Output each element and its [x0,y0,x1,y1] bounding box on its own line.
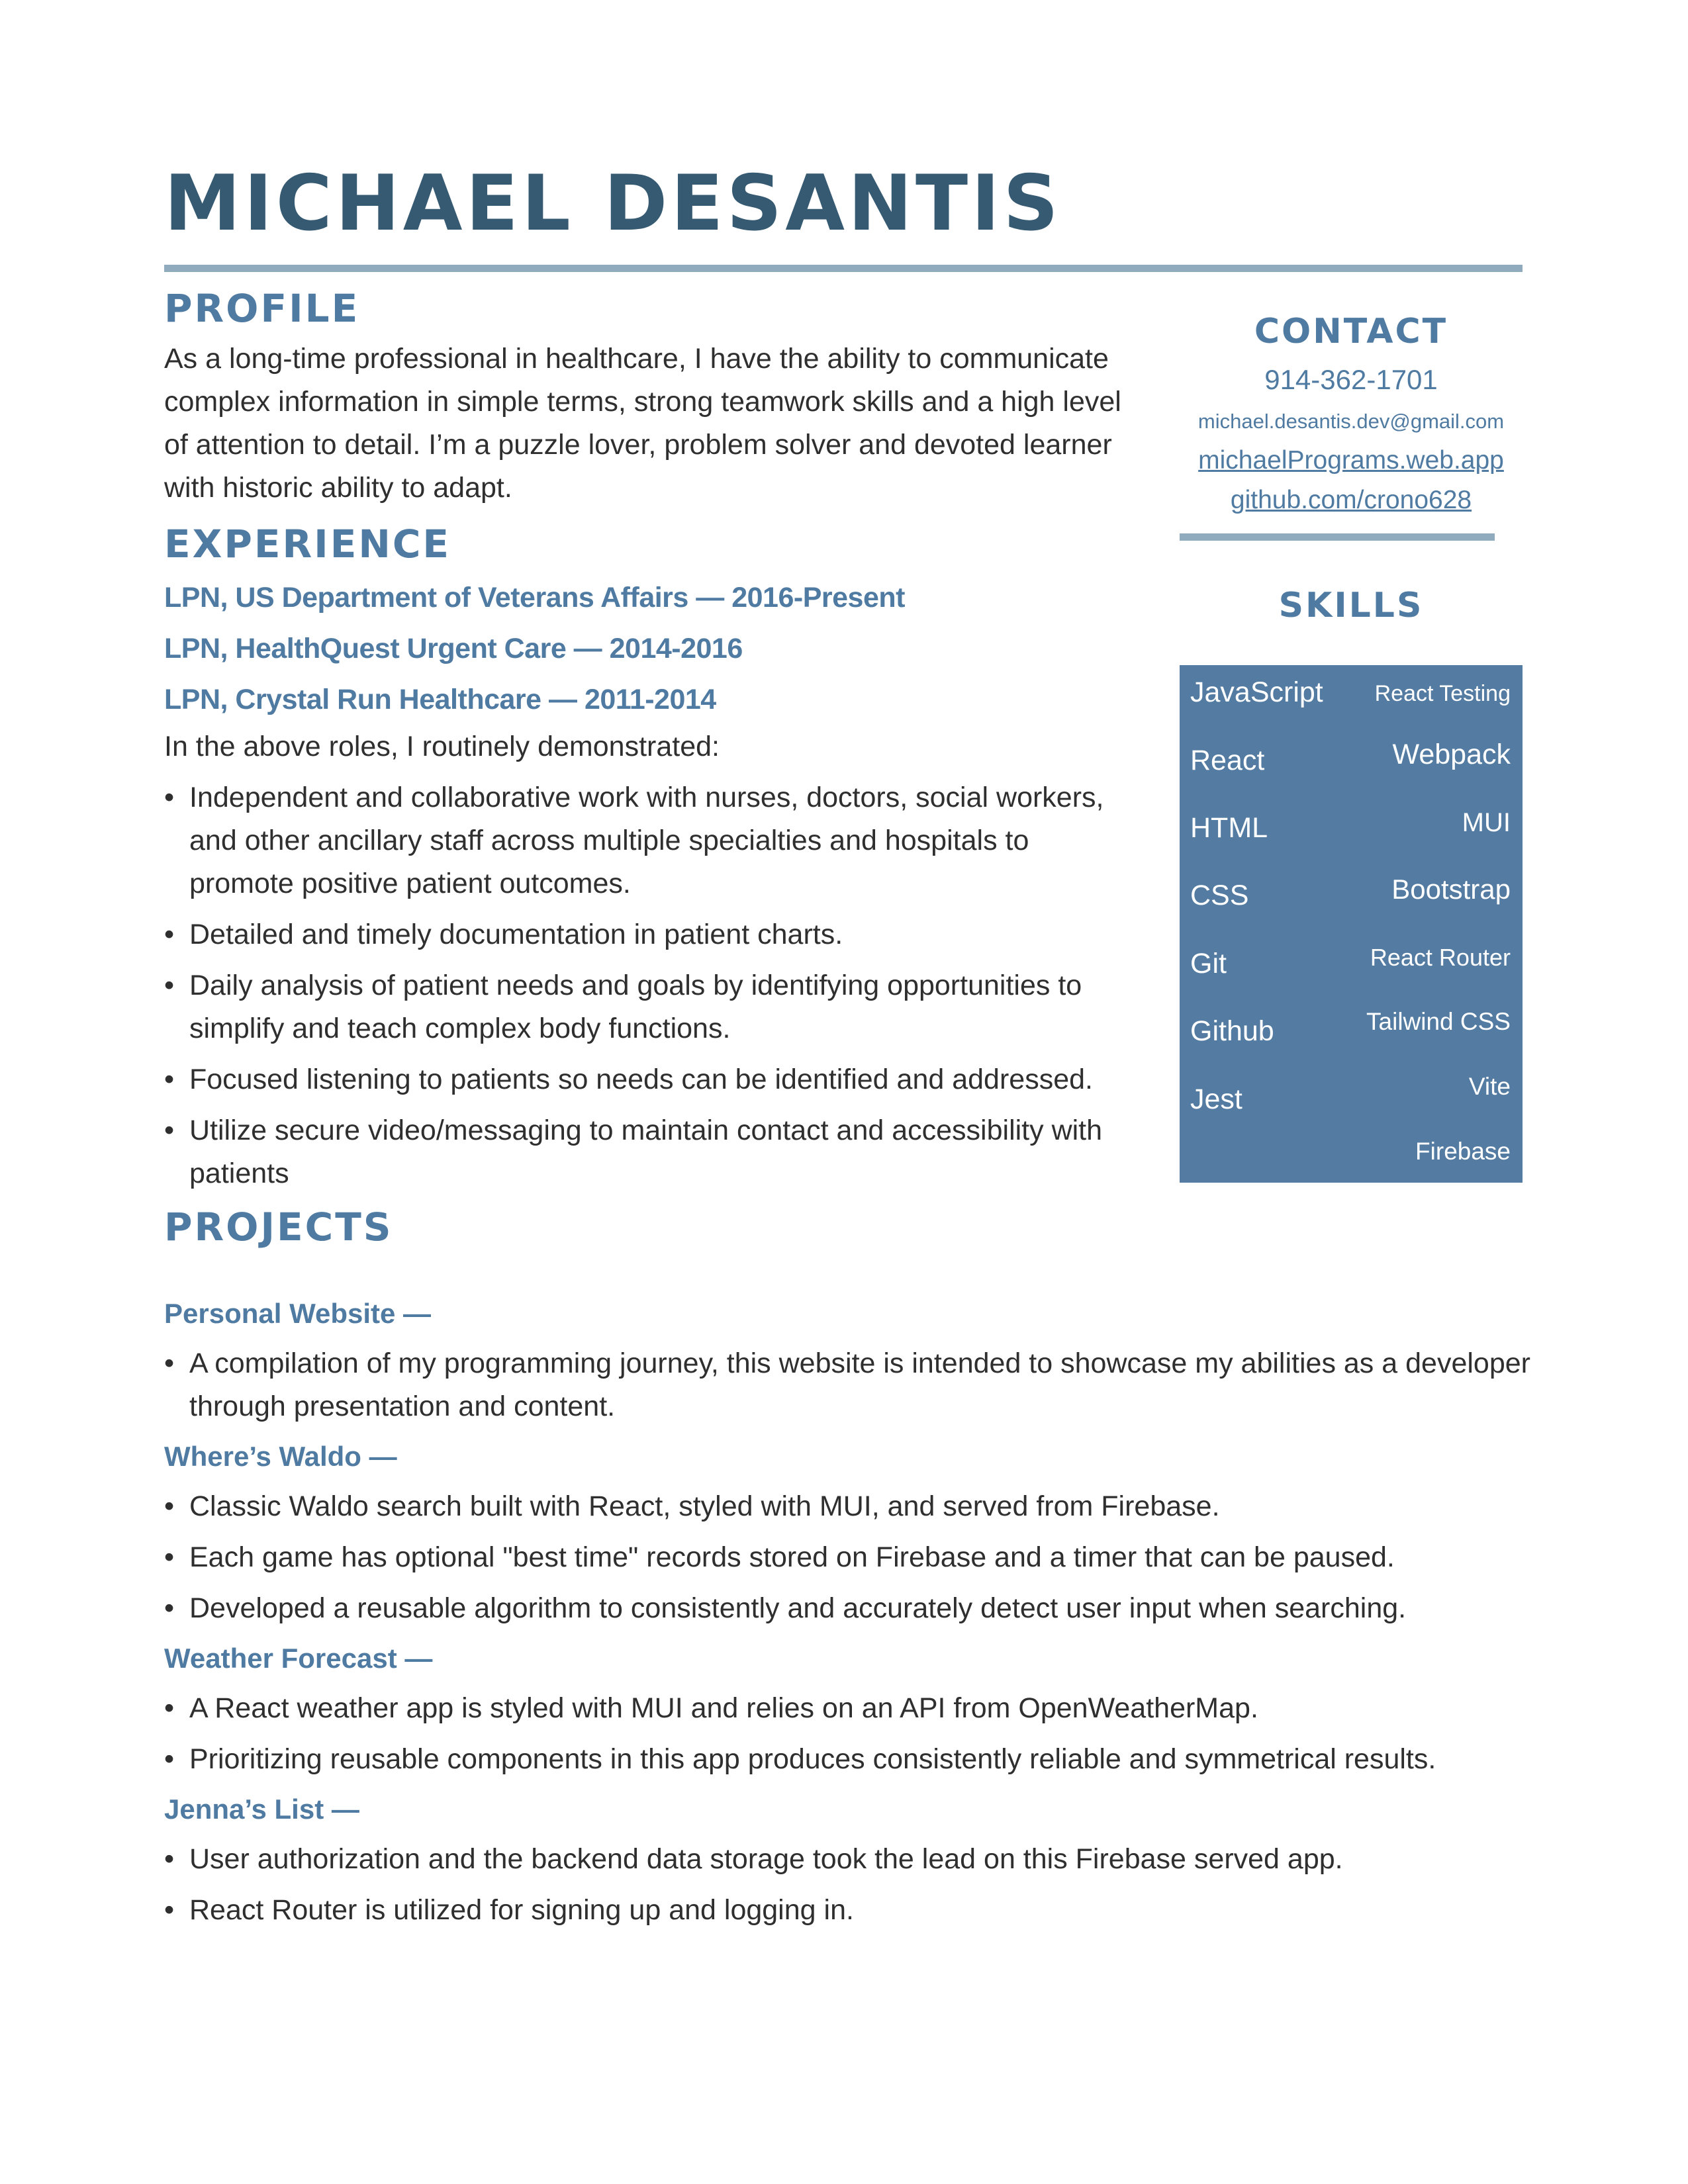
list-item: • Prioritizing reusable components in this app produces consistently reliable and symmetrical results. [164,1738,1534,1781]
list-item: • Classic Waldo search built with React, styled with MUI, and served from Firebase. [164,1485,1534,1528]
bullet-glyph: • [164,1490,175,1522]
roles-list [164,572,1131,725]
skills-panel [1180,665,1523,1183]
sidebar-divider [1180,533,1495,541]
bullet-glyph: • [164,1115,175,1147]
skill-item: Jest [1190,1083,1243,1115]
skill-item: React Testing [1374,681,1511,706]
skill-item: Firebase [1415,1138,1511,1165]
skill-item: Webpack [1392,739,1511,770]
list-item: • A compilation of my programming journey, this website is intended to showcase my abilities as a developer through presentation and content. [164,1342,1534,1428]
skill-item: CSS [1190,880,1249,911]
skill-item: React Router [1370,944,1511,971]
bullet-glyph: • [164,1843,175,1875]
contact-section [1180,306,1523,520]
bullet-glyph: • [164,1592,175,1624]
list-item: • Utilize secure video/messaging to maintain contact and accessibility with patients [164,1109,1131,1195]
project-bullets [164,1687,1534,1781]
profile-text: As a long-time professional in healthcare, I have the ability to communicate complex information in simple terms, strong teamwork skills and a high level of attention to detail. I’m a puzzle lover, problem solver and devoted learner with historic ability to adapt. [164,342,1121,504]
project-bullets [164,1838,1534,1932]
experience-bullets [164,776,1131,1195]
bullet-glyph: • [164,970,175,1002]
website-link[interactable]: michaelPrograms.web.app [1198,446,1504,475]
list-item: • Each game has optional "best time" records stored on Firebase and a timer that can be paused. [164,1536,1534,1579]
skill-item: Github [1190,1015,1274,1047]
skill-item: Tailwind CSS [1366,1008,1511,1035]
list-item: • Daily analysis of patient needs and goals by identifying opportunities to simplify and teach complex body functions. [164,964,1131,1050]
experience-heading: EXPERIENCE [164,521,451,567]
list-item: • Focused listening to patients so needs can be identified and addressed. [164,1058,1131,1101]
bullet-glyph: • [164,1064,175,1096]
profile-heading: PROFILE [164,286,360,331]
project-title: Jenna’s List — [164,1794,359,1825]
candidate-name: MICHAEL DESANTIS [164,159,1062,248]
role-title: LPN, HealthQuest Urgent Care — 2014-2016 [164,633,743,665]
project-title: Where’s Waldo — [164,1441,397,1472]
skill-item: Vite [1468,1073,1511,1100]
bullet-glyph: • [164,1692,175,1724]
github-link[interactable]: github.com/crono628 [1230,486,1472,514]
role-title: LPN, US Department of Veterans Affairs — 2016-Present [164,582,905,614]
bullet-glyph: • [164,782,175,814]
bullet-glyph: • [164,1347,175,1379]
skills-heading: SKILLS [1278,586,1424,625]
list-item: • Independent and collaborative work with nurses, doctors, social workers, and other ancillary staff across multiple specialties and hospitals to promote positive patient outcomes. [164,776,1131,905]
skill-item: React [1190,745,1265,776]
bullet-glyph: • [164,1541,175,1573]
role-title: LPN, Crystal Run Healthcare — 2011-2014 [164,684,716,716]
project-bullets [164,1342,1534,1428]
contact-heading: CONTACT [1254,312,1448,351]
bullet-glyph: • [164,919,175,951]
list-item: • Developed a reusable algorithm to consistently and accurately detect user input when searching. [164,1587,1534,1630]
header-divider [164,265,1523,272]
skill-item: Git [1190,948,1227,979]
contact-phone: 914-362-1701 [1264,364,1438,395]
list-item: • Detailed and timely documentation in patient charts. [164,913,1131,956]
projects-section [164,1291,1534,1940]
skill-item: HTML [1190,812,1268,844]
contact-email: michael.desantis.dev@gmail.com [1197,410,1505,433]
list-item: • A React weather app is styled with MUI and relies on an API from OpenWeatherMap. [164,1687,1534,1730]
project-bullets [164,1485,1534,1630]
projects-heading: PROJECTS [164,1205,393,1250]
project-title: Weather Forecast — [164,1643,433,1674]
skill-item: JavaScript [1190,676,1323,708]
experience-intro: In the above roles, I routinely demonstrated: [164,731,720,763]
skill-item: MUI [1462,808,1511,837]
list-item: • User authorization and the backend data storage took the lead on this Firebase served app. [164,1838,1534,1881]
bullet-glyph: • [164,1743,175,1775]
bullet-glyph: • [164,1894,175,1926]
main-column [164,286,1131,1251]
skill-item: Bootstrap [1391,874,1511,905]
list-item: • React Router is utilized for signing up and logging in. [164,1889,1534,1932]
project-title: Personal Website — [164,1298,432,1329]
